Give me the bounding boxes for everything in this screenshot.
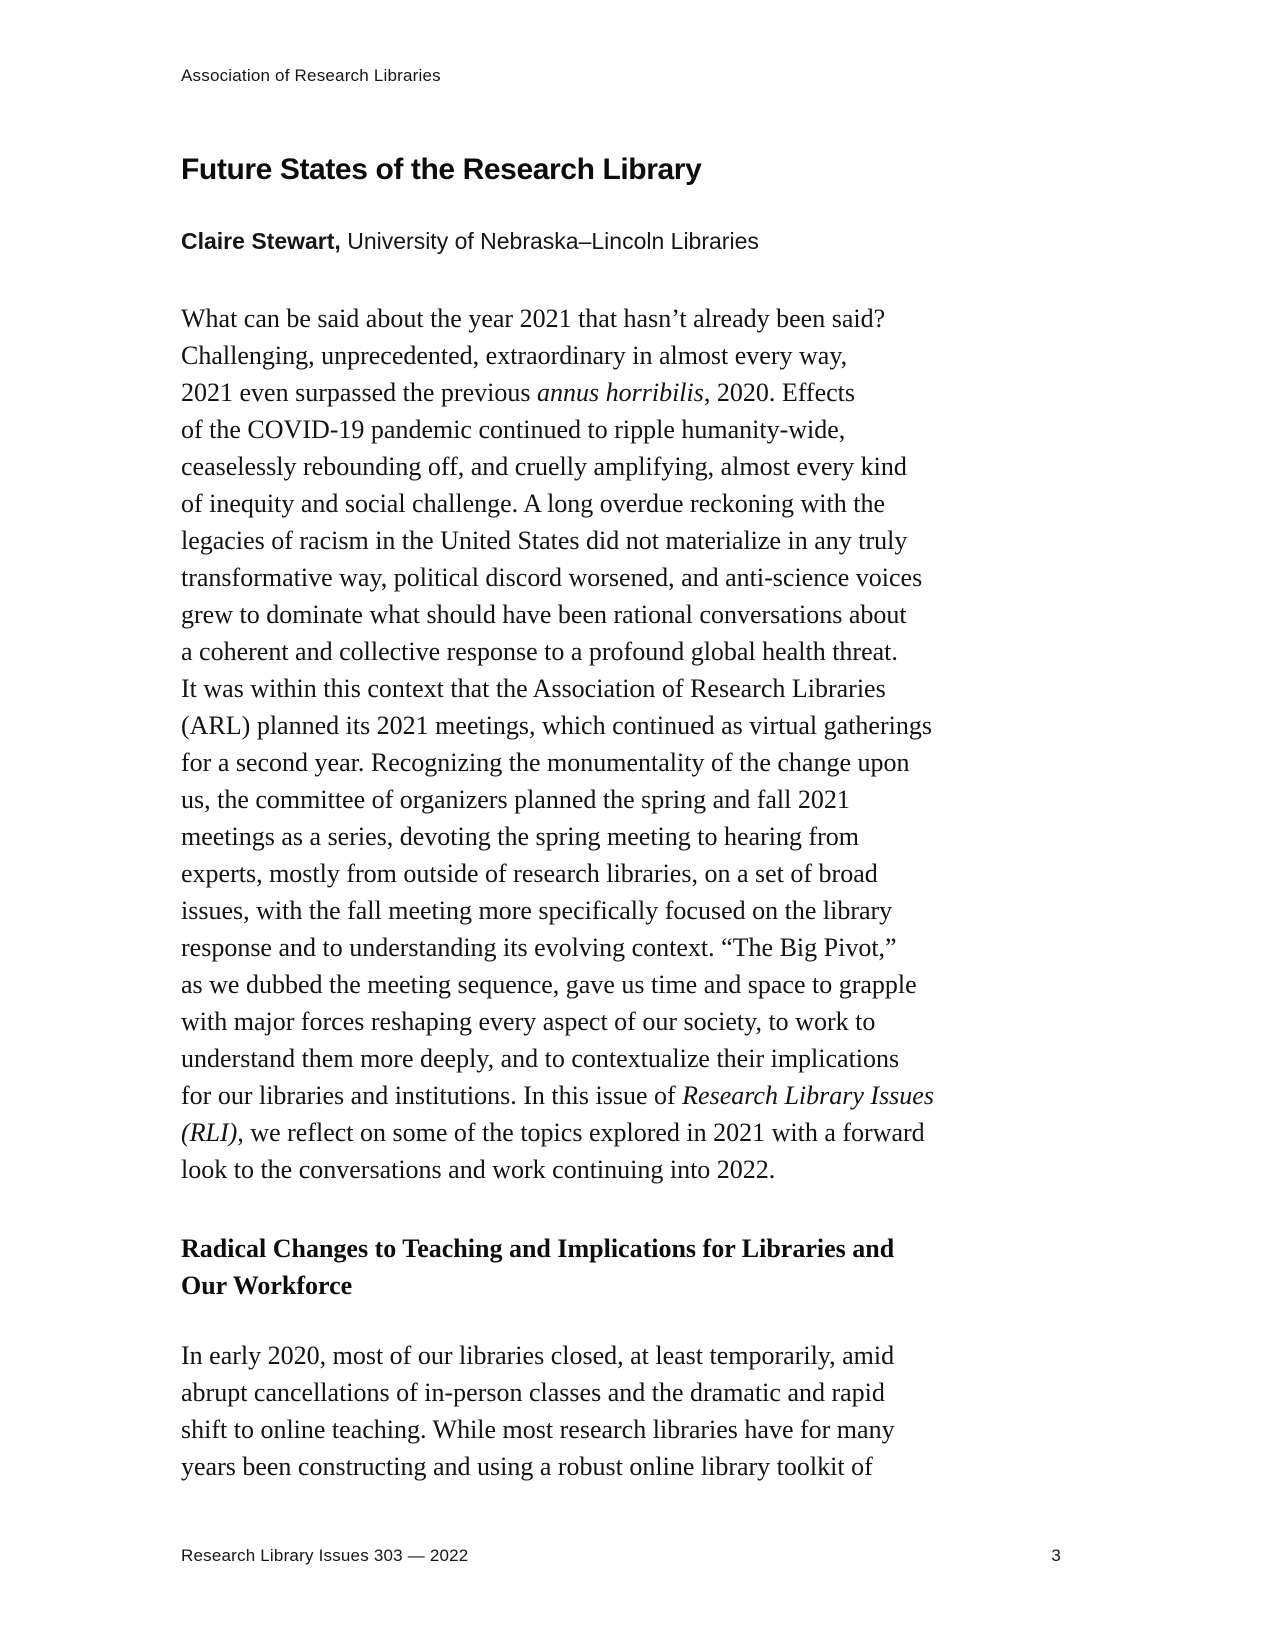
page-number: 3 [1051,1546,1061,1565]
text-line: us, the committee of organizers planned the spring and fall 2021 [181,785,850,814]
text-line: of the COVID-19 pandemic continued to ripple humanity-wide, [181,415,846,444]
text-line: What can be said about the year 2021 that hasn’t already been said? [181,304,886,333]
text-line: meetings as a series, devoting the spring meeting to hearing from [181,822,859,851]
italic-text-run: (RLI) [181,1118,238,1147]
article-title: Future States of the Research Library [181,153,702,186]
running-header: Association of Research Libraries [181,66,441,85]
text-run: for our libraries and institutions. In this issue of [181,1081,683,1110]
text-line: with major forces reshaping every aspect of our society, to work to [181,1007,876,1036]
italic-text-run: annus horribilis [536,378,704,407]
text-line: of inequity and social challenge. A long overdue reckoning with the [181,489,885,518]
text-line: Challenging, unprecedented, extraordinary in almost every way, [181,341,848,370]
text-line: look to the conversations and work continuing into 2022. [181,1155,776,1184]
text-line: (ARL) planned its 2021 meetings, which continued as virtual gatherings [181,711,932,740]
text-line: abrupt cancellations of in-person classes and the dramatic and rapid [181,1378,885,1407]
page-footer [181,1546,1061,1566]
text-line [181,374,1063,411]
text-line: understand them more deeply, and to contextualize their implications [181,1044,900,1073]
text-line: years been constructing and using a robust online library toolkit of [181,1452,873,1481]
text-line: legacies of racism in the United States did not materialize in any truly [181,526,908,555]
text-line: experts, mostly from outside of research libraries, on a set of broad [181,859,878,888]
body-paragraph [181,1337,1063,1485]
text-run: 2021 even surpassed the previous [181,378,537,407]
text-line: issues, with the fall meeting more specifically focused on the library [181,896,893,925]
text-line: Our Workforce [181,1271,353,1300]
text-run: , we reflect on some of the topics explored in 2021 with a forward [237,1118,925,1147]
author-line [181,228,759,255]
text-line: In early 2020, most of our libraries closed, at least temporarily, amid [181,1341,895,1370]
text-line: It was within this context that the Association of Research Libraries [181,674,886,703]
text-run: , 2020. Effects [703,378,856,407]
article-body [181,300,1063,1485]
text-line: as we dubbed the meeting sequence, gave us time and space to grapple [181,970,917,999]
text-line: Radical Changes to Teaching and Implications for Libraries and [181,1234,895,1263]
italic-text-run: Research Library Issues [682,1081,934,1110]
text-line: transformative way, political discord worsened, and anti-science voices [181,563,923,592]
body-paragraph [181,300,1063,1188]
text-line: grew to dominate what should have been rational conversations about [181,600,907,629]
footer-journal-line: Research Library Issues 303 — 2022 [181,1546,469,1565]
author-name: Claire Stewart, [181,228,341,254]
author-affiliation: University of Nebraska–Lincoln Libraries [347,228,759,254]
text-line: ceaselessly rebounding off, and cruelly amplifying, almost every kind [181,452,907,481]
text-line: for a second year. Recognizing the monumentality of the change upon [181,748,910,777]
text-line: shift to online teaching. While most research libraries have for many [181,1415,895,1444]
text-line [181,1077,1063,1114]
text-line: response and to understanding its evolving context. “The Big Pivot,” [181,933,897,962]
text-line [181,1114,1063,1151]
section-heading [181,1230,1063,1304]
text-line: a coherent and collective response to a profound global health threat. [181,637,898,666]
